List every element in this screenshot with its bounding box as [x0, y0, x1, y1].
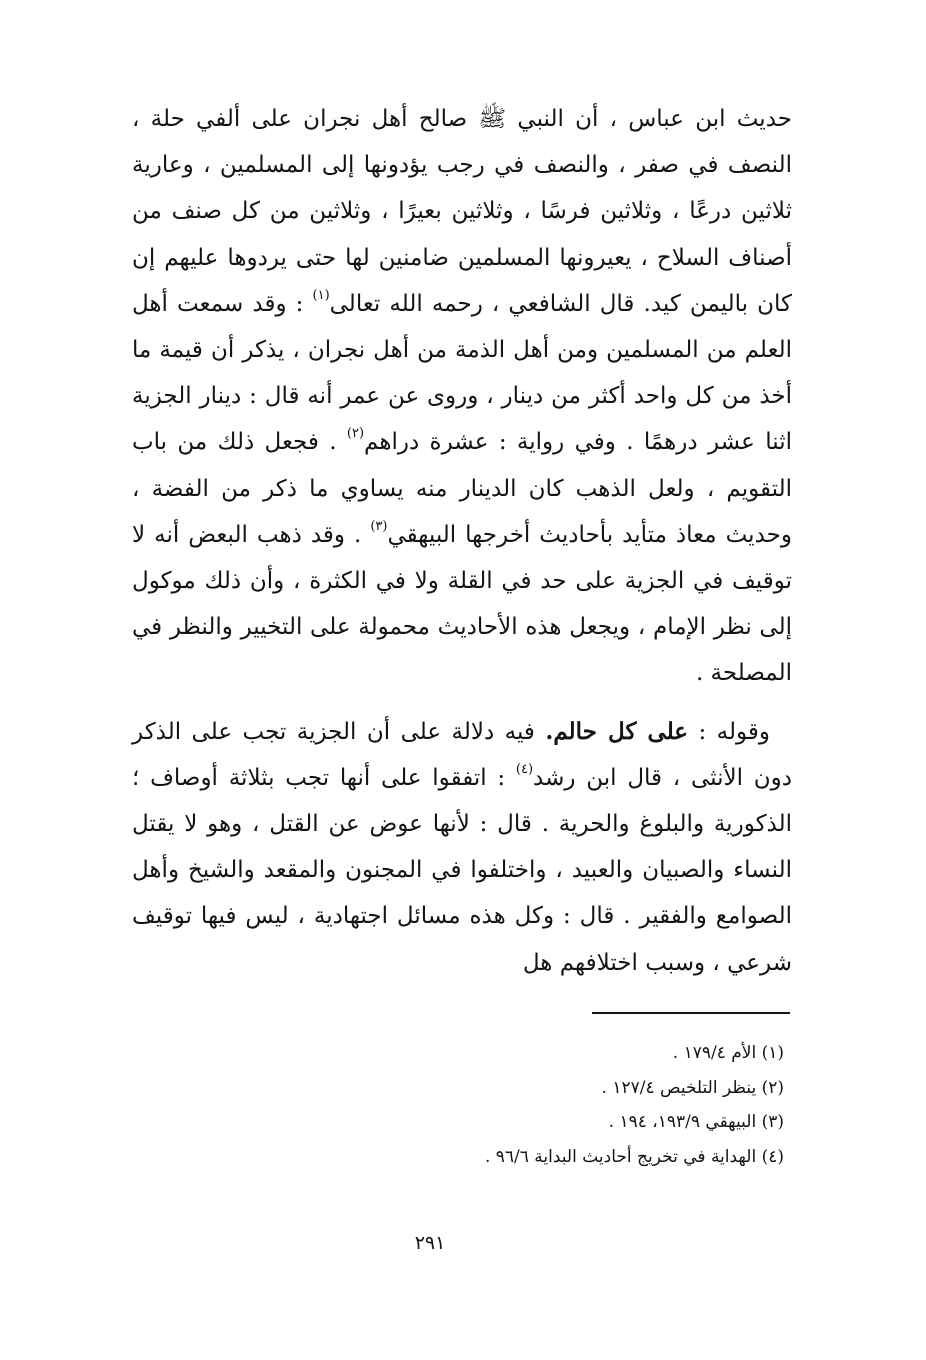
p2-bold-phrase: على كل حالم. [545, 717, 689, 745]
p1-text-3: . فجعل ذلك من باب التقويم ، ولعل الذهب كان الدينار منه يساوي ما ذكر من الفضة ، وحديث معاذ متأيد بأحاديث أخرجها البيهقي [132, 429, 792, 548]
paragraph-1 [132, 96, 792, 697]
p1-text-2: : وقد سمعت أهل العلم من المسلمين ومن أهل الذمة من أهل نجران ، يذكر أن قيمة ما أخذ من كل واحد أكثر من دينار ، وروى عن عمر أنه قال : دينار الجزية اثنا عشر درهمًا . وفي رواية : عشرة دراهم [132, 290, 792, 456]
footnote-ref-1[interactable]: (١) [312, 287, 330, 303]
paragraph-2 [132, 709, 792, 986]
footnote-4: (٤) الهداية في تخريج أحاديث البداية ٩٦/٦ . [484, 1146, 784, 1167]
footnote-3: (٣) البيهقي ١٩٣/٩، ١٩٤ . [608, 1112, 784, 1132]
p2-text-2: : اتفقوا على أنها تجب بثلاثة أوصاف ؛ الذكورية والبلوغ والحرية . قال : لأنها عوض عن القتل ، وهو لا يقتل النساء والصبيان والعبيد ، واختلفوا في المجنون والمقعد والشيخ وأهل الصوامع والفقير . قال : وكل هذه مسائل اجتهادية ، ليس فيها توقيف شرعي ، وسبب اختلافهم هل [132, 764, 792, 976]
footnote-divider [592, 1012, 790, 1014]
footnote-1: (١) الأم ١٧٩/٤ . [672, 1043, 784, 1063]
footnotes [300, 1036, 784, 1174]
footnote-ref-2[interactable]: (٢) [346, 426, 365, 442]
p2-lead: وقوله : [688, 718, 770, 745]
footnote-ref-3[interactable]: (٣) [370, 518, 388, 534]
footnote-ref-4[interactable]: (٤) [515, 761, 534, 777]
footnote-2: (٢) ينظر التلخيص ١٢٧/٤ . [601, 1077, 784, 1098]
p1-text-4: . وقد ذهب البعض أنه لا توقيف في الجزية على حد في القلة ولا في الكثرة ، وأن ذلك موكول إلى نظر الإمام ، ويجعل هذه الأحاديث محمولة على التخيير والنظر في المصلحة . [132, 521, 792, 687]
p1-text-1: حديث ابن عباس ، أن النبي ﷺ صالح أهل نجران على ألفي حلة ، النصف في صفر ، والنصف في رجب يؤدونها إلى المسلمين ، وعارية ثلاثين درعًا ، وثلاثين فرسًا ، وثلاثين بعيرًا ، وثلاثين من كل صنف من أصناف السلاح ، يعيرونها المسلمين ضامنين لها حتى يردوها عليهم إن كان باليمن كيد. قال الشافعي ، رحمه الله تعالى [132, 106, 792, 317]
main-text [132, 96, 792, 986]
p2-text-1: فيه دلالة على أن الجزية تجب على الذكر دون الأنثى ، قال ابن رشد [132, 718, 792, 791]
page-number: ٢٩١ [414, 1232, 446, 1254]
